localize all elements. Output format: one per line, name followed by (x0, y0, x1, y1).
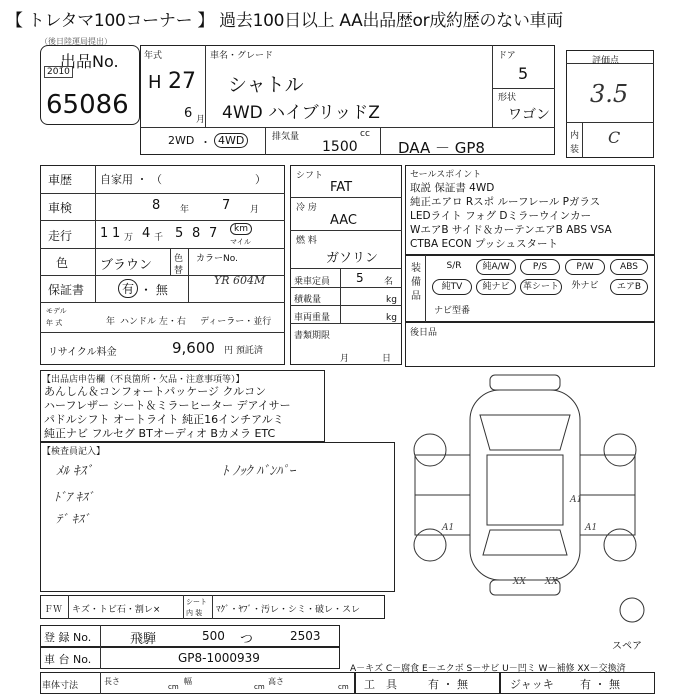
inspector-note: ﾃﾞ ｷｽﾞ (56, 512, 90, 526)
capacity-unit: 名 (384, 277, 394, 287)
mileage-d5: 8 (192, 226, 201, 241)
equipment-label: 装 備 品 (411, 263, 421, 302)
interior-label1: 内 (570, 131, 580, 141)
dims-length: 長さ (104, 677, 120, 686)
lot-year-box: 2010 (44, 66, 73, 78)
damage-mark: XX (513, 577, 526, 587)
equip-power-window: P/W (565, 259, 605, 275)
color-no-label: カラーNo. (196, 254, 238, 264)
top-banner (0, 0, 700, 40)
model-grade: 4WD ハイブリッドZ (222, 103, 380, 123)
recycle-value: 9,600 (172, 339, 215, 357)
model-type: DAA － GP8 (398, 139, 485, 157)
year-value: 27 (168, 69, 196, 94)
spare-tire-icon (620, 598, 644, 622)
displacement-value: 1500 (322, 139, 358, 155)
year-month-unit: 月 (196, 115, 206, 125)
sales-point-line: 純正エアロ Rスポ ルーフレール Pガラス (410, 196, 601, 208)
wheel-rear-right (604, 529, 636, 561)
sales-point-line: CTBA ECON プッシュスタート (410, 238, 558, 250)
jack-label: ジャッキ (510, 678, 554, 691)
displacement-label: 排気量 (272, 132, 300, 142)
registration-region: 飛騨 (130, 632, 157, 647)
equip-tv: 純TV (432, 279, 472, 295)
model-year-label2: 年 式 (46, 319, 63, 327)
load-unit: kg (386, 295, 397, 305)
doors-label: ドア (498, 51, 516, 61)
inspection-year: 8 (152, 198, 161, 213)
dims-height: 高さ (268, 677, 284, 686)
equip-airbag: エアB (610, 279, 648, 295)
shift-value: FAT (330, 180, 353, 195)
deadline-month: 月 (340, 354, 350, 364)
car-roof (487, 455, 563, 525)
equip-alloy-wheel: 純A/W (476, 259, 516, 275)
dims-unit-2: cm (254, 683, 265, 691)
fw-label: ＦＷ (44, 605, 63, 615)
notes-line: ハーフレザー シート＆ミラーヒーター デアイサー (44, 399, 291, 412)
fw-items: キズ・トビ石・割レ× (72, 605, 161, 615)
dims-unit-1: cm (168, 683, 179, 691)
deadline-label: 書類期限 (294, 331, 331, 341)
drive-sep: ・ (200, 136, 211, 149)
dims-label: 車体寸法 (42, 681, 79, 691)
inspector-box (40, 442, 395, 592)
weight-unit: kg (386, 313, 397, 323)
year-era: H (148, 72, 162, 93)
inspector-note: ﾄ ﾉｯｸ ﾊﾞﾝﾊﾟｰ (222, 464, 296, 479)
seat-label1: シート (186, 598, 207, 606)
model-year-handle: ハンドル 左・右 (120, 317, 186, 327)
equip-leather-seat: 革シート (520, 279, 562, 295)
color-value: ブラウン (100, 258, 153, 273)
mileage-d2: 1 (112, 226, 121, 241)
navi-model-label: ナビ型番 (434, 306, 471, 316)
notes-line: 純正ナビ フルセグ BTオーディオ Bカメラ ETC (44, 427, 276, 440)
history-label: 車歴 (48, 173, 73, 187)
wheel-front-left (414, 434, 446, 466)
equip-abs: ABS (610, 259, 648, 275)
mileage-mile: マイル (230, 238, 251, 246)
weight-label: 車両重量 (294, 313, 331, 323)
recycle-unit: 円 預託済 (224, 346, 263, 356)
sales-point-line: 取説 保証書 4WD (410, 182, 495, 194)
sales-points-label: セールスポイント (410, 170, 482, 180)
registration-kana: つ (240, 632, 254, 647)
wheel-rear-left (414, 529, 446, 561)
inspector-label: 【検査員記入】 (42, 447, 106, 457)
warranty-no: ・ 無 (140, 283, 168, 297)
warranty-yes: 有 (118, 279, 138, 298)
displacement-unit: cc (360, 129, 370, 139)
mileage-label: 走行 (48, 229, 73, 243)
equip-sunroof: S/R (446, 261, 462, 271)
left-block (40, 165, 285, 365)
notes-label: 【出品店申告欄（不良箇所・欠品・注意事項等）】 (42, 375, 245, 385)
damage-mark: A1 (585, 523, 598, 533)
model-year-unit: 年 (106, 317, 116, 327)
chassis-label: 車 台 No. (44, 653, 92, 666)
shape-value: ワゴン (508, 107, 550, 123)
model-year-dealer: ディーラー・並行 (200, 317, 272, 327)
dims-width: 幅 (184, 677, 192, 686)
registration-label: 登 録 No. (44, 631, 92, 644)
inspector-note: ﾒﾙ ｷｽﾞ (56, 464, 93, 479)
color-change-b: 替 (174, 266, 184, 276)
equip-navi: 純ナビ (476, 279, 516, 295)
notes-line: あんしん＆コンフォートパッケージ クルコン (44, 385, 267, 398)
lot-label: 出品No. (60, 52, 119, 71)
damage-mark: XX (545, 577, 558, 587)
dims-unit-3: cm (338, 683, 349, 691)
year-month: 6 (184, 106, 193, 121)
mileage-d6: 7 (209, 226, 218, 241)
car-damage-diagram (395, 370, 660, 630)
cooler-label: 冷 房 (296, 203, 317, 213)
inspection-label: 車検 (48, 201, 73, 215)
chassis-value: GP8-1000939 (178, 651, 260, 665)
registration-class: 500 (202, 629, 225, 643)
mileage-unit-sen: 千 (154, 233, 164, 243)
seat-items: ﾏｸﾞ・ﾔﾌﾞ・汚レ・シミ・破レ・スレ (216, 605, 361, 615)
tools-label: 工 具 (364, 678, 397, 691)
dims-row (40, 672, 355, 694)
interior-label2: 装 (570, 145, 580, 155)
banner-title: 【 トレタマ100コーナー 】 過去100日以上 AA出品歴or成約歴のない車両 (6, 11, 563, 31)
mileage-d1: 1 (100, 226, 109, 241)
color-no-value: YR 604M (214, 274, 266, 287)
drive-2wd: 2WD (168, 134, 195, 147)
late-items-box (405, 322, 655, 367)
car-windshield (480, 415, 570, 450)
history-options: 自家用 ・ （ (100, 173, 162, 186)
equip-aftermarket-navi: 外ナビ (571, 281, 599, 291)
sales-point-line: LEDライト フォグ Dミラーウインカー (410, 210, 592, 222)
shift-label: シフト (296, 171, 324, 181)
equip-power-steering: P/S (520, 259, 560, 275)
mileage-km: km (230, 223, 252, 235)
fuel-value: ガソリン (326, 251, 379, 266)
doors-value: 5 (518, 64, 529, 83)
year-label: 年式 (144, 51, 163, 61)
notes-line: パドルシフト オートライト 純正16インチアルミ (44, 413, 284, 426)
warranty-label: 保証書 (48, 283, 85, 297)
inspection-month: 7 (222, 198, 231, 213)
grade-value: 3.5 (590, 80, 629, 108)
mileage-d3: 4 (142, 226, 151, 241)
front-bumper (490, 375, 560, 390)
fuel-label: 燃 料 (296, 236, 317, 246)
color-label: 色 (56, 256, 69, 270)
shape-label: 形状 (498, 93, 517, 103)
history-close: ） (255, 173, 266, 186)
damage-legend: A－キズ C－腐食 E－エクボ S－サビ U－凹ミ W－補修 XX－交換済 (350, 664, 626, 674)
deadline-day: 日 (382, 354, 392, 364)
sales-point-line: WエアB サイド＆カーテンエアB ABS VSA (410, 224, 612, 236)
interior-value: C (608, 128, 621, 147)
model-label: 車名・グレード (210, 51, 274, 61)
late-items-label: 後日品 (410, 328, 438, 338)
damage-mark: A1 (570, 495, 583, 505)
model-name: シャトル (228, 74, 304, 96)
load-label: 積載量 (294, 295, 322, 305)
color-change-a: 色 (174, 254, 184, 264)
model-year-label1: モデル (46, 307, 67, 315)
grade-label: 評価点 (592, 56, 620, 66)
seat-label2: 内 装 (186, 609, 203, 617)
inspection-month-unit: 月 (250, 205, 260, 215)
mileage-d4: 5 (175, 226, 184, 241)
inspection-year-unit: 年 (180, 205, 190, 215)
tools-value: 有 ・ 無 (428, 678, 468, 691)
mileage-unit-man: 万 (124, 233, 134, 243)
spare-label: スペア (612, 641, 642, 652)
wheel-front-right (604, 434, 636, 466)
registration-number: 2503 (290, 629, 321, 643)
damage-mark: A1 (442, 523, 455, 533)
drive-4wd: 4WD (214, 133, 248, 148)
sub-header: （後日陸運局提出） (40, 37, 112, 46)
inspector-note: ﾄﾞｱ ｷｽﾞ (54, 490, 94, 504)
car-rear-window (483, 530, 567, 555)
cooler-value: AAC (330, 213, 357, 228)
lot-number: 65086 (46, 90, 129, 120)
jack-value: 有 ・ 無 (580, 678, 620, 691)
capacity-label: 乗車定員 (294, 277, 331, 287)
recycle-label: リサイクル料金 (48, 347, 117, 358)
capacity-value: 5 (356, 271, 364, 285)
